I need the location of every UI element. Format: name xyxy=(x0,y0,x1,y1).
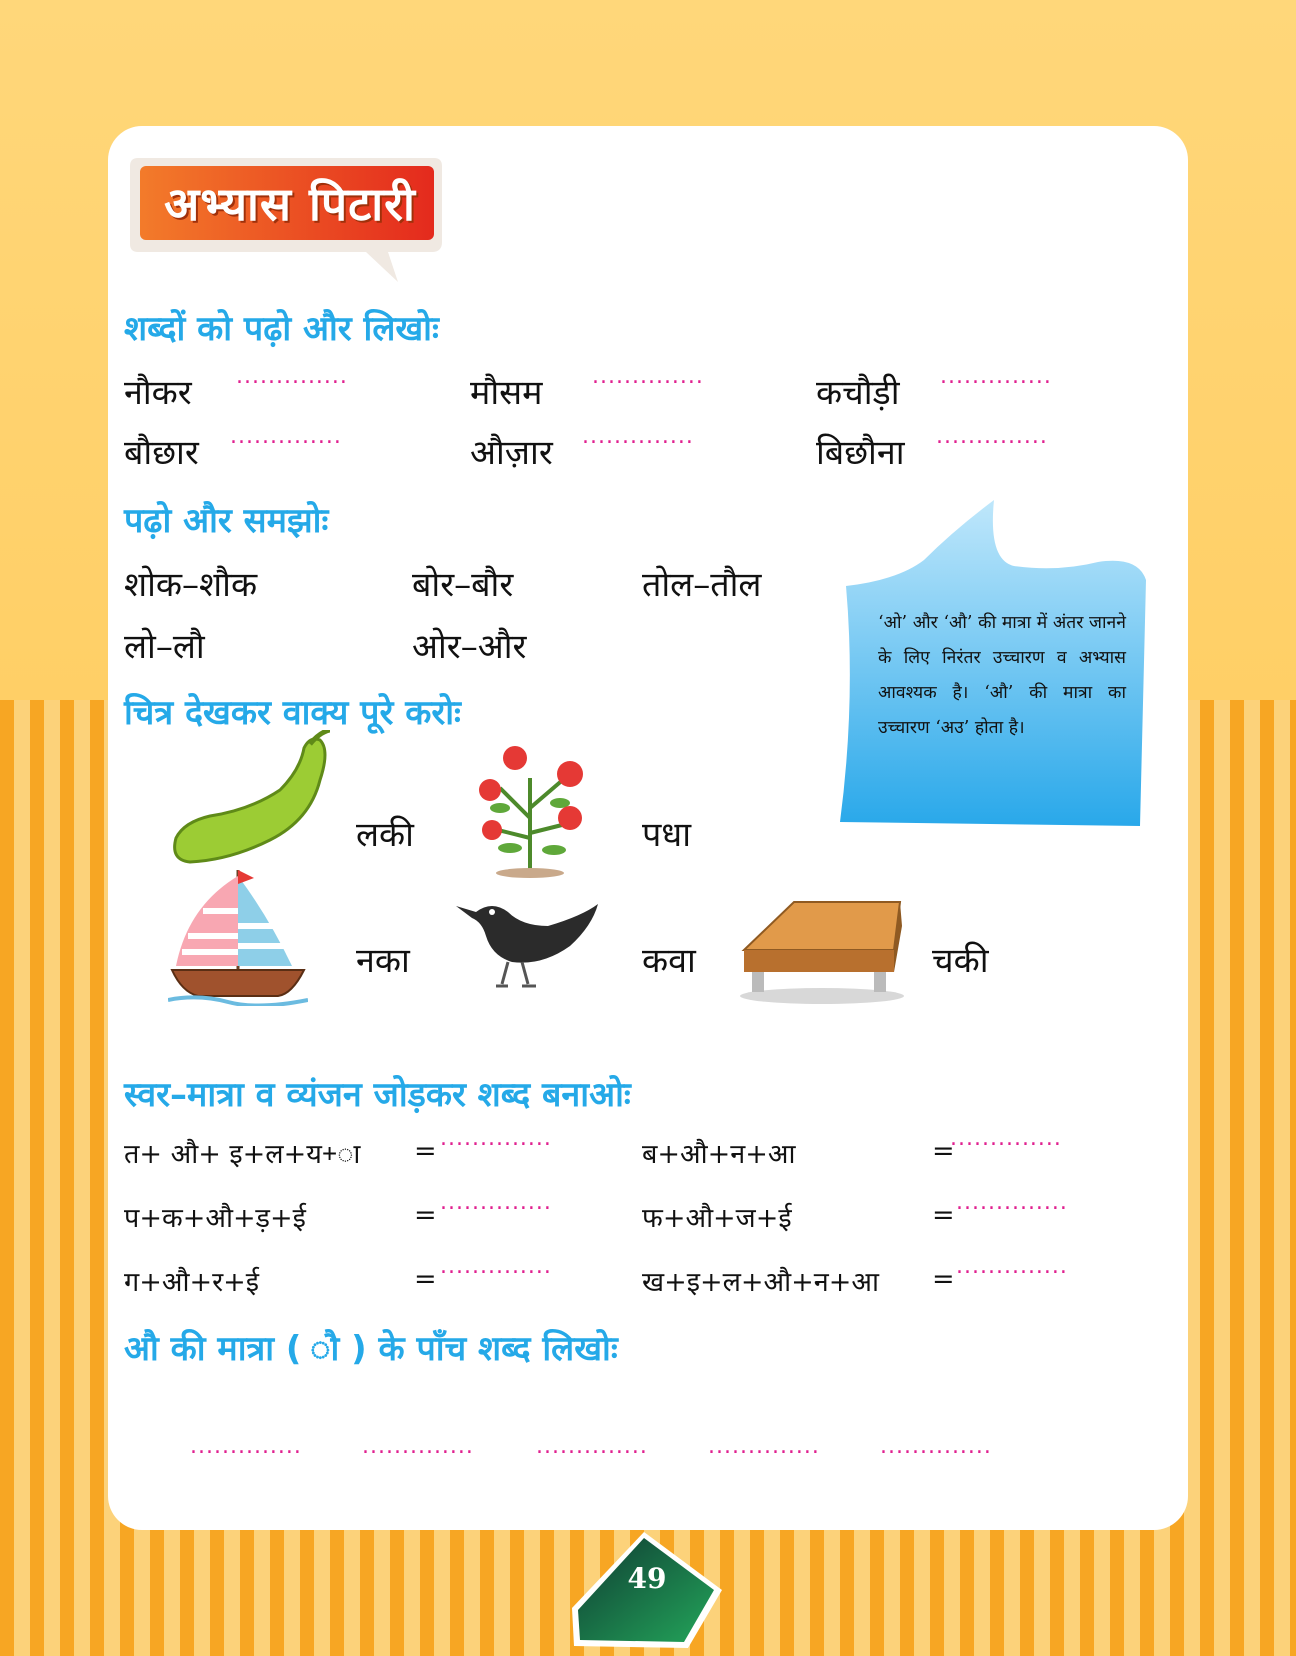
bottle-gourd-image xyxy=(170,730,330,870)
answer-blank[interactable]: .............. xyxy=(708,1434,820,1459)
word-pair: ओर–और xyxy=(412,627,527,667)
answer-blank[interactable]: .............. xyxy=(362,1434,474,1459)
equals-sign: = xyxy=(932,1200,955,1231)
fill-word: कवा xyxy=(642,941,696,981)
letter-combination: ब+औ+न+आ xyxy=(642,1139,796,1170)
fill-word: चकी xyxy=(932,941,989,981)
word-1: नौकर xyxy=(124,373,192,413)
answer-blank[interactable]: .............. xyxy=(236,364,348,389)
note-text: ‘ओ’ और ‘औ’ की मात्रा में अंतर जानने के लिए निरंतर उच्चारण व अभ्यास आवश्यक है। ‘औ’ की मात्रा का उच्चारण ‘अउ’ होता है। xyxy=(878,613,1126,738)
answer-blank[interactable]: .............. xyxy=(880,1434,992,1459)
answer-blank[interactable]: .............. xyxy=(440,1254,552,1279)
word-2: मौसम xyxy=(470,373,543,413)
letter-combination: ग+औ+र+ई xyxy=(124,1267,259,1298)
fill-word: नका xyxy=(356,941,410,981)
flower-plant-image xyxy=(470,738,590,878)
crow-image xyxy=(452,896,602,992)
banner-title: अभ्यास पिटारी xyxy=(164,177,416,231)
page-number: 49 xyxy=(627,1562,667,1595)
answer-blank[interactable]: .............. xyxy=(936,424,1048,449)
answer-blank[interactable]: .............. xyxy=(440,1126,552,1151)
word-6: बिछौना xyxy=(816,433,905,473)
word-4: बौछार xyxy=(124,433,199,473)
title-banner xyxy=(126,158,446,258)
word-pair: बोर–बौर xyxy=(412,565,514,605)
answer-blank[interactable]: .............. xyxy=(592,364,704,389)
word-3: कचौड़ी xyxy=(816,373,900,413)
word-5: औज़ार xyxy=(470,433,553,473)
heading-five-words: औ की मात्रा ( ौ ) के पाँच शब्द लिखोः xyxy=(124,1329,618,1369)
heading-read-write: शब्दों को पढ़ो और लिखोः xyxy=(124,309,439,349)
word-pair: शोक–शौक xyxy=(124,565,258,605)
answer-blank[interactable]: .............. xyxy=(230,424,342,449)
answer-blank[interactable]: .............. xyxy=(440,1190,552,1215)
answer-blank[interactable]: .............. xyxy=(190,1434,302,1459)
equals-sign: = xyxy=(932,1136,955,1167)
fill-word: पधा xyxy=(642,815,692,855)
answer-blank[interactable]: .............. xyxy=(536,1434,648,1459)
wooden-stool-image xyxy=(734,896,904,1006)
equals-sign: = xyxy=(932,1264,955,1295)
word-pair: लो–लौ xyxy=(124,627,205,667)
word-pair: तोल–तौल xyxy=(642,565,762,605)
heading-read-understand: पढ़ो और समझोः xyxy=(124,501,329,541)
answer-blank[interactable]: .............. xyxy=(582,424,694,449)
heading-join-letters: स्वर–मात्रा व व्यंजन जोड़कर शब्द बनाओः xyxy=(124,1075,631,1115)
letter-combination: प+क+औ+ड़+ई xyxy=(124,1203,306,1234)
heading-picture-complete: चित्र देखकर वाक्य पूरे करोः xyxy=(124,693,461,733)
answer-blank[interactable]: .............. xyxy=(956,1190,1068,1215)
equals-sign: = xyxy=(414,1136,437,1167)
letter-combination: त+ औ+ इ+ल+य+ा xyxy=(124,1139,361,1170)
answer-blank[interactable]: .............. xyxy=(950,1126,1062,1151)
sailboat-image xyxy=(168,866,308,1006)
equals-sign: = xyxy=(414,1200,437,1231)
answer-blank[interactable]: .............. xyxy=(940,364,1052,389)
answer-blank[interactable]: .............. xyxy=(956,1254,1068,1279)
letter-combination: ख+इ+ल+औ+न+आ xyxy=(642,1267,879,1298)
equals-sign: = xyxy=(414,1264,437,1295)
letter-combination: फ+औ+ज+ई xyxy=(642,1203,792,1234)
fill-word: लकी xyxy=(356,815,414,855)
